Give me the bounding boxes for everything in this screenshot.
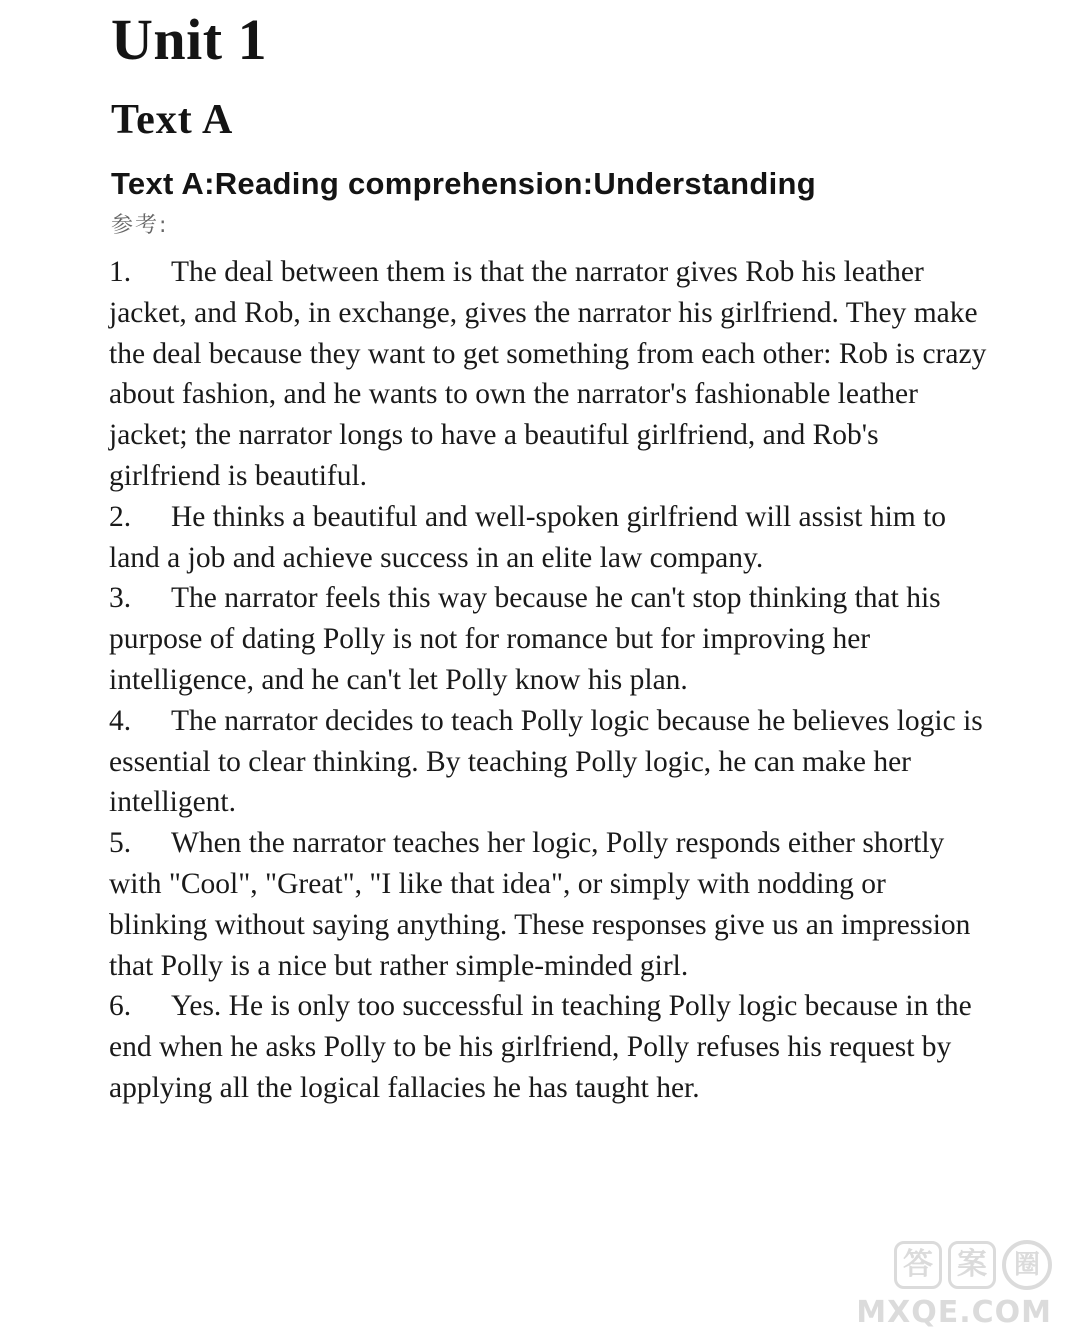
answer-text: When the narrator teaches her logic, Polly responds either shortly with "Cool", "Great", "I like that idea", or simply with nodding or blinking without saying anything. These responses give us an impression that Polly is a nice but rather simple-minded girl. (109, 827, 971, 982)
answer-number: 4. (109, 704, 132, 737)
watermark-char: 案 (948, 1241, 996, 1289)
unit-title: Unit 1 (111, 7, 268, 72)
answer-text: The deal between them is that the narrator gives Rob his leather jacket, and Rob, in exchange, gives the narrator his girlfriend. They make the deal because they want to get something from each other: Rob is crazy about fashion, and he wants to own the narrator's fashionable leather jacket; the narrator longs to have a beautiful girlfriend, and Rob's girlfriend is beautiful. (109, 256, 987, 492)
answer-item (109, 497, 989, 579)
answer-number: 6. (109, 990, 132, 1023)
watermark-circle-icon: 圈 (1002, 1240, 1052, 1290)
answer-item (109, 701, 989, 823)
answer-text: The narrator feels this way because he can't stop thinking that his purpose of dating Polly is not for romance but for improving her intelligence, and he can't let Polly know his plan. (109, 582, 941, 696)
answer-item (109, 986, 989, 1108)
section-heading: Text A:Reading comprehension:Understanding (111, 166, 816, 201)
answer-text: Yes. He is only too successful in teaching Polly logic because in the end when he asks Polly to be his girlfriend, Polly refuses his request by applying all the logical fallacies he has taught her. (109, 990, 972, 1104)
answer-item (109, 823, 989, 986)
answer-item (109, 252, 989, 497)
watermark-logo (856, 1236, 1052, 1330)
answer-text: He thinks a beautiful and well-spoken girlfriend will assist him to land a job and achieve success in an elite law company. (109, 500, 947, 574)
answer-text: The narrator decides to teach Polly logic because he believes logic is essential to clear thinking. By teaching Polly logic, he can make her intelligent. (109, 704, 983, 819)
answer-number: 1. (109, 256, 132, 288)
answer-list (109, 252, 989, 1109)
answer-number: 2. (109, 500, 132, 533)
watermark-char: 答 (894, 1241, 942, 1289)
watermark-mark (882, 1236, 1052, 1294)
reference-label: 参考: (111, 213, 169, 238)
text-title: Text A (111, 97, 234, 143)
answer-number: 5. (109, 827, 132, 860)
answer-number: 3. (109, 582, 132, 615)
watermark-url: MXQE.COM (856, 1295, 1052, 1330)
answer-item (109, 578, 989, 700)
